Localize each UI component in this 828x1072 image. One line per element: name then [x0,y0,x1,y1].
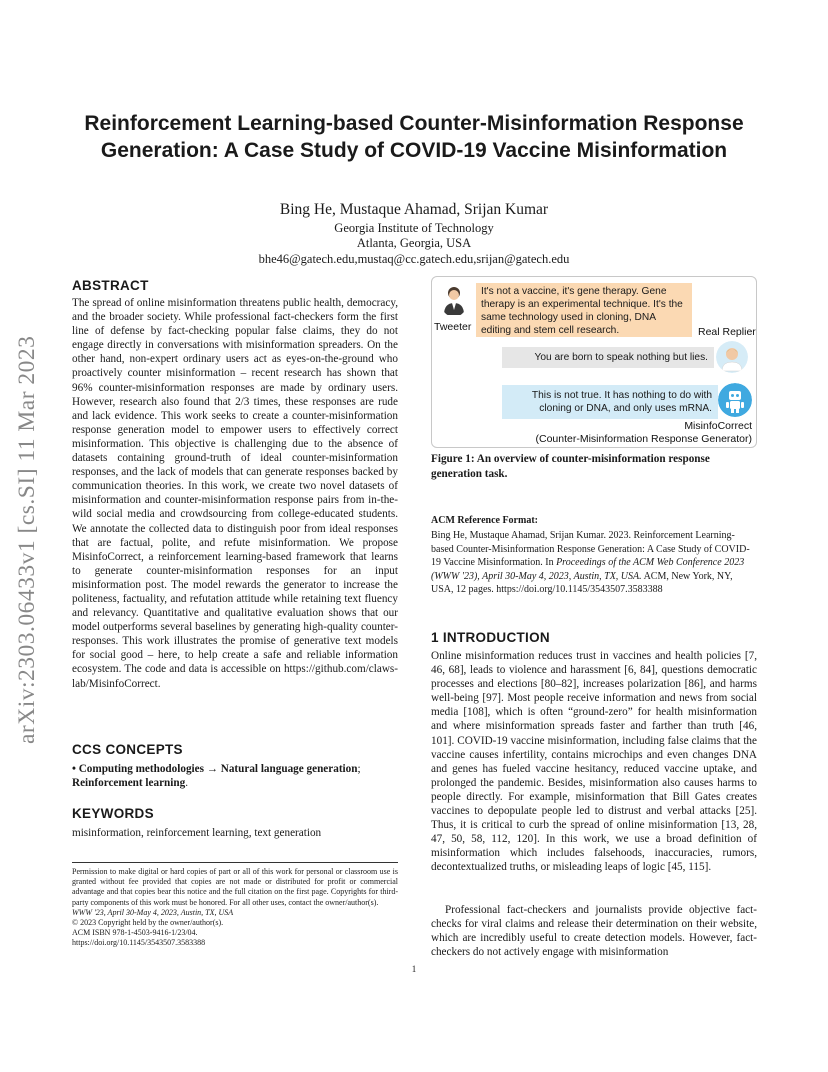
paper-title: Reinforcement Learning-based Counter-Misinformation Response Generation: A Case Study of COVID-19 Vaccine Misinformation [84,112,744,162]
real-replier-label: Real Replier [698,326,756,338]
keywords-text: misinformation, reinforcement learning, text generation [72,827,322,839]
real-replier-avatar-icon [716,341,748,373]
authors: Bing He, Mustaque Ahamad, Srijan Kumar [279,201,549,218]
permission-text: Permission to make digital or hard copies of part or all of this work for personal or classroom use is granted without fee provided that copies are not made or distributed for profit or commercial advantage and that copies bear this notice and the full citation on the first page. Copyrights for third-party components of this work must be honored. For all other uses, contact the owner/author(s). [72,867,398,907]
doi-link[interactable]: https://doi.org/10.1145/3543507.3583388 [72,938,206,948]
tweeter-label: Tweeter [434,321,472,333]
isbn-text: ACM ISBN 978-1-4503-9416-1/23/04. [72,928,198,938]
ccs-heading: CCS CONCEPTS [72,742,183,757]
abstract-heading: ABSTRACT [72,278,149,293]
correct-reply-bubble: This is not true. It has nothing to do with cloning or DNA, and only uses mRNA. [502,385,718,419]
misinfocorrect-sublabel: (Counter-Misinformation Response Generator) [535,433,752,445]
footnote-rule [72,862,398,863]
copyright-text: © 2023 Copyright held by the owner/author(s). [72,918,224,928]
acm-ref-heading: ACM Reference Format: [431,515,538,526]
abstract-text: The spread of online misinformation threatens public health, democracy, and the broader society. While professional fact-checkers form the first line of defense by fact-checking popular false claims, they do not engage directly in conversations with misinformation spreaders. On the other hand, non-expert ordinary users act as eyes-on-the-ground who proactively counter misinformation – recent research has shown that 96% counter-misinformation responses are made by ordinary users. However, research also found that 2/3 times, these responses are rude and lack evidence. This work seeks to create a counter-misinformation response generation model to empower users to effectively correct misinformation. This objective is challenging due to the absence of datasets containing ground-truth of ideal counter-misinformation responses, and the lack of models that can generate responses backed by communication theories. In this work, we create two novel datasets of misinformation and counter-misinformation response pairs from in-the-wild social media and crowdsourcing from college-educated students. We annotate the collected data to distinguish poor from ideal responses that are factual, polite, and refute misinformation. We propose MisinfoCorrect, a reinforcement learning-based framework that learns to generate counter-misinformation responses for an input misinformation post. The model rewards the generator to increase the politeness, factuality, and refutation attitude while retaining text fluency and relevancy. Quantitative and qualitative evaluation shows that our model outperforms several baselines by generating high-quality counter-responses. This work illustrates the promise of generative text models for social good – here, to help create a safe and reliable information ecosystem. The code and data is accessible on https://github.com/claws-lab/MisinfoCorrect. [72,297,398,690]
permission-footnote [72,862,398,949]
introduction-heading: 1 INTRODUCTION [431,630,550,645]
affiliation-location: Atlanta, Georgia, USA [356,236,472,250]
affiliation-institution: Georgia Institute of Technology [334,221,494,235]
misinfocorrect-robot-icon [718,383,752,417]
ccs-text: • Computing methodologies → Natural language generation; Reinforcement learning. [72,763,361,790]
venue-text: WWW '23, April 30-May 4, 2023, Austin, TX, USA [72,907,234,917]
acm-ref-text: Bing He, Mustaque Ahamad, Srijan Kumar. 2023. Reinforcement Learning-based Counter-Misinformation Response Generation: A Case Study of COVID-19 Vaccine Misinformation. In Proceedings of the ACM Web Conference 2023 (WWW '23), April 30-May 4, 2023, Austin, TX, USA. ACM, New York, NY, USA, 12 pages. https://doi.org/10.1145/3543507.3583388 [431,530,750,595]
tweet-bubble: It's not a vaccine, it's gene therapy. Gene therapy is an experimental technique. It's the same technology used in cloning, DNA editing and stem cell research. [476,283,692,337]
arxiv-stamp [14,296,58,744]
page-number: 1 [411,964,417,974]
introduction-para-2: Professional fact-checkers and journalists provide objective fact-checks for viral claims and release their determination on their website, which are incredibly useful to create detection models. However, fact-checkers do not actively engage with misinformation [431,904,757,959]
affiliation-emails: bhe46@gatech.edu,mustaq@cc.gatech.edu,srijan@gatech.edu [258,252,570,266]
introduction-para-1: Online misinformation reduces trust in vaccines and health policies [7, 46, 68], leads to violence and harassment [6, 84], questions democratic processes and elections [80–82], increases polarization [86], and harms well-being [97]. Most people receive information and news from social media [108], which is often “ground-zero” for health misinformation and where misinformation spreads faster and farther than truth [46, 101]. COVID-19 vaccine misinformation, including false claims that the vaccine causes infertility, contains microchips and even changes DNA and genes has fueled vaccine hesitancy, reduced vaccine uptake, and prolonged the pandemic. Besides, misinformation also causes harms to people directly. For example, misinformation that Bill Gates creates vaccines to depopulate people led to distrust and verbal attacks [25]. Thus, it is critical to curb the spread of online misinformation [13, 28, 47, 50, 58, 112, 120]. In this work, we use a broad definition of misinformation which includes falsehoods, inaccuracies, rumors, decontextualized truths, or misleading leaps of logic [45, 115]. [431,650,757,874]
tweeter-avatar-icon [440,283,468,317]
misinfocorrect-label: MisinfoCorrect [684,420,752,432]
figure-1 [431,276,757,448]
keywords-heading: KEYWORDS [72,806,154,821]
arxiv-id: arXiv:2303.06433v1 [cs.SI] 11 Mar 2023 [14,335,40,744]
figure-caption: Figure 1: An overview of counter-misinformation response generation task. [431,453,710,480]
real-reply-bubble: You are born to speak nothing but lies. [502,347,714,368]
